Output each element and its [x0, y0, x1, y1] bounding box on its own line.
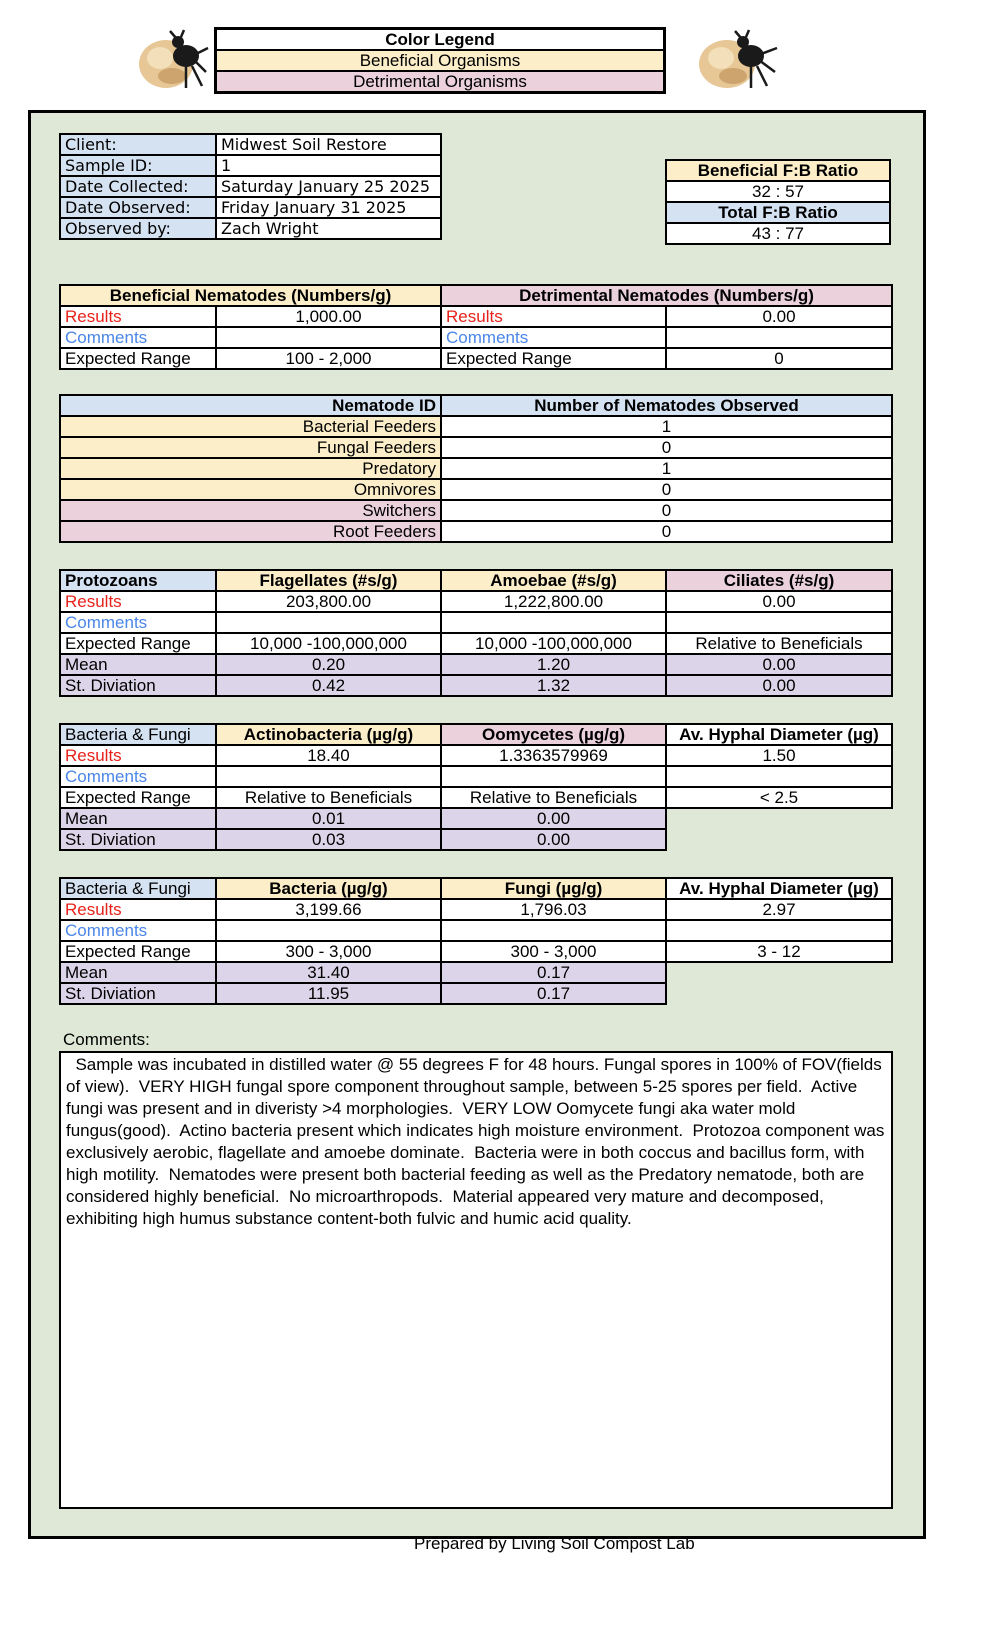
actinobacteria-header: Actinobacteria (µg/g)	[216, 724, 441, 745]
results-label: Results	[441, 306, 666, 327]
stdev-label: St. Diviation	[60, 829, 216, 850]
amoebae-mean: 1.20	[441, 654, 666, 675]
client-value: Midwest Soil Restore	[216, 134, 441, 155]
detrimental-nematodes-header: Detrimental Nematodes (Numbers/g)	[441, 285, 892, 306]
bacteria-fungi-table	[59, 877, 893, 1005]
comments-heading: Comments:	[63, 1030, 150, 1049]
fb-ratio-table	[665, 159, 891, 245]
ciliates-mean: 0.00	[666, 654, 892, 675]
mean-label: Mean	[60, 654, 216, 675]
hyphal-diameter-header: Av. Hyphal Diameter (µg)	[666, 878, 892, 899]
comments-cell	[216, 327, 441, 348]
oomycetes-stdev: 0.00	[441, 829, 666, 850]
mean-label: Mean	[60, 962, 216, 983]
comments-label: Comments	[60, 766, 216, 787]
beneficial-nematodes-result: 1,000.00	[216, 306, 441, 327]
fungi-stdev: 0.17	[441, 983, 666, 1004]
hyphal-diameter-header: Av. Hyphal Diameter (µg)	[666, 724, 892, 745]
actinobacteria-stdev: 0.03	[216, 829, 441, 850]
expected-range-label: Expected Range	[60, 348, 216, 369]
client-label: Client:	[60, 134, 216, 155]
oomycetes-result: 1.3363579969	[441, 745, 666, 766]
nematode-type: Switchers	[60, 500, 441, 521]
expected-range-label: Expected Range	[441, 348, 666, 369]
sample-info-table	[59, 133, 442, 240]
nematode-id-table	[59, 394, 893, 543]
nematode-type: Predatory	[60, 458, 441, 479]
comments-label: Comments	[60, 920, 216, 941]
sample-id-label: Sample ID:	[60, 155, 216, 176]
nematode-type: Omnivores	[60, 479, 441, 500]
nematode-count: 1	[441, 416, 892, 437]
results-label: Results	[60, 591, 216, 612]
stdev-label: St. Diviation	[60, 983, 216, 1004]
comments-cell	[666, 920, 892, 941]
sample-id-value: 1	[216, 155, 441, 176]
ciliates-stdev: 0.00	[666, 675, 892, 696]
detrimental-nematodes-range: 0	[666, 348, 892, 369]
expected-range-label: Expected Range	[60, 633, 216, 654]
bacteria-stdev: 11.95	[216, 983, 441, 1004]
beetle-logo-left	[136, 28, 210, 92]
comments-label: Comments	[441, 327, 666, 348]
comments-cell	[666, 766, 892, 787]
nematode-count: 0	[441, 500, 892, 521]
bacteria-range: 300 - 3,000	[216, 941, 441, 962]
comments-cell	[441, 612, 666, 633]
actinobacteria-result: 18.40	[216, 745, 441, 766]
date-observed-label: Date Observed:	[60, 197, 216, 218]
nematode-type: Fungal Feeders	[60, 437, 441, 458]
bacteria-fungi-title: Bacteria & Fungi	[60, 724, 216, 745]
results-label: Results	[60, 306, 216, 327]
date-observed-value: Friday January 31 2025	[216, 197, 441, 218]
comments-label: Comments	[60, 612, 216, 633]
comments-cell	[666, 612, 892, 633]
flagellates-result: 203,800.00	[216, 591, 441, 612]
comments-cell	[441, 920, 666, 941]
oomycetes-header: Oomycetes (µg/g)	[441, 724, 666, 745]
hyphal-diameter-result: 1.50	[666, 745, 892, 766]
flagellates-mean: 0.20	[216, 654, 441, 675]
amoebae-header: Amoebae (#s/g)	[441, 570, 666, 591]
flagellates-stdev: 0.42	[216, 675, 441, 696]
fungi-range: 300 - 3,000	[441, 941, 666, 962]
results-label: Results	[60, 745, 216, 766]
footer-prepared-by: Prepared by Living Soil Compost Lab	[414, 1534, 695, 1553]
color-legend	[214, 27, 666, 94]
legend-title: Color Legend	[216, 29, 665, 51]
ciliates-header: Ciliates (#s/g)	[666, 570, 892, 591]
actino-table	[59, 723, 893, 851]
nematode-count: 0	[441, 521, 892, 542]
nematode-count: 0	[441, 437, 892, 458]
oomycetes-range: Relative to Beneficials	[441, 787, 666, 808]
protozoa-table	[59, 569, 893, 697]
nematode-id-header: Nematode ID	[60, 395, 441, 416]
legend-detrimental: Detrimental Organisms	[216, 71, 665, 93]
fungi-result: 1,796.03	[441, 899, 666, 920]
amoebae-result: 1,222,800.00	[441, 591, 666, 612]
ciliates-result: 0.00	[666, 591, 892, 612]
flagellates-range: 10,000 -100,000,000	[216, 633, 441, 654]
comments-cell	[666, 327, 892, 348]
legend-beneficial: Beneficial Organisms	[216, 50, 665, 71]
bacteria-result: 3,199.66	[216, 899, 441, 920]
hyphal-diameter-range: 3 - 12	[666, 941, 892, 962]
amoebae-range: 10,000 -100,000,000	[441, 633, 666, 654]
nematode-type: Bacterial Feeders	[60, 416, 441, 437]
bacteria-fungi-title: Bacteria & Fungi	[60, 878, 216, 899]
comments-box: Sample was incubated in distilled water @ 55 degrees F for 48 hours. Fungal spores in 100% of FOV(fields of view). VERY HIGH fungal spore component throughout sample, between 5-25 spores per field. Active fungi was present and in diveristy >4 morphologies. VERY LOW Oomycete fungi aka water mold fungus(good). Actino bacteria present which indicates high moisture environment. Protozoa component was exclusively aerobic, flagellate and amoebe dominate. Bacteria were in both coccus and bacillus form, with high motility. Nematodes were present both bacterial feeding as well as the Predatory nematode, both are considered highly beneficial. No microarthropods. Material appeared very mature and decomposed, exhibiting high humus substance content-both fulvic and humic acid quality.	[59, 1051, 893, 1509]
expected-range-label: Expected Range	[60, 787, 216, 808]
nematode-count: 1	[441, 458, 892, 479]
beneficial-nematodes-header: Beneficial Nematodes (Numbers/g)	[60, 285, 441, 306]
nematodes-table	[59, 284, 893, 370]
beneficial-fb-label: Beneficial F:B Ratio	[666, 160, 890, 181]
mean-label: Mean	[60, 808, 216, 829]
nematode-count-header: Number of Nematodes Observed	[441, 395, 892, 416]
hyphal-diameter-result: 2.97	[666, 899, 892, 920]
expected-range-label: Expected Range	[60, 941, 216, 962]
date-collected-label: Date Collected:	[60, 176, 216, 197]
actinobacteria-mean: 0.01	[216, 808, 441, 829]
comments-cell	[216, 766, 441, 787]
protozoa-title: Protozoans	[60, 570, 216, 591]
observed-by-label: Observed by:	[60, 218, 216, 239]
bacteria-mean: 31.40	[216, 962, 441, 983]
nematode-count: 0	[441, 479, 892, 500]
results-label: Results	[60, 899, 216, 920]
fungi-header: Fungi (µg/g)	[441, 878, 666, 899]
hyphal-diameter-range: < 2.5	[666, 787, 892, 808]
comments-cell	[216, 612, 441, 633]
comments-cell	[441, 766, 666, 787]
beneficial-fb-value: 32 : 57	[666, 181, 890, 202]
ciliates-range: Relative to Beneficials	[666, 633, 892, 654]
nematode-type: Root Feeders	[60, 521, 441, 542]
amoebae-stdev: 1.32	[441, 675, 666, 696]
date-collected-value: Saturday January 25 2025	[216, 176, 441, 197]
total-fb-label: Total F:B Ratio	[666, 202, 890, 223]
oomycetes-mean: 0.00	[441, 808, 666, 829]
beneficial-nematodes-range: 100 - 2,000	[216, 348, 441, 369]
observed-by-value: Zach Wright	[216, 218, 441, 239]
bacteria-header: Bacteria (µg/g)	[216, 878, 441, 899]
total-fb-value: 43 : 77	[666, 223, 890, 244]
comments-label: Comments	[60, 327, 216, 348]
detrimental-nematodes-result: 0.00	[666, 306, 892, 327]
stdev-label: St. Diviation	[60, 675, 216, 696]
flagellates-header: Flagellates (#s/g)	[216, 570, 441, 591]
actinobacteria-range: Relative to Beneficials	[216, 787, 441, 808]
comments-cell	[216, 920, 441, 941]
fungi-mean: 0.17	[441, 962, 666, 983]
beetle-logo-right	[697, 28, 781, 92]
